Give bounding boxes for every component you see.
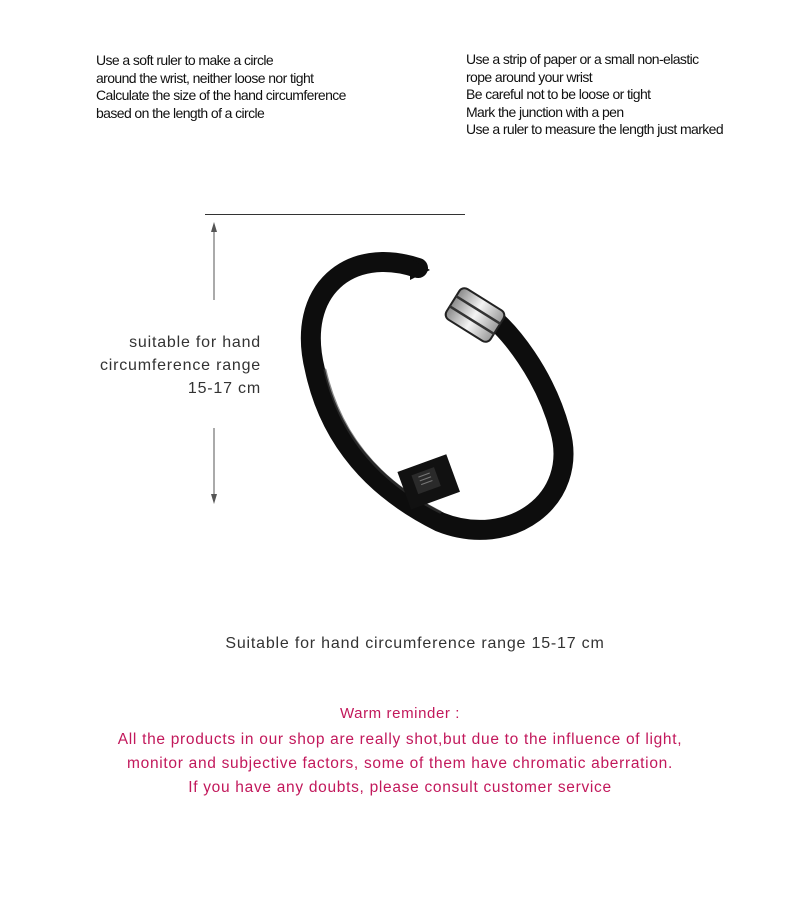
bracelet-image	[290, 250, 590, 590]
reminder-title: Warm reminder :	[339, 705, 461, 722]
wrist-instructions-right	[466, 51, 723, 139]
arrow-up-icon	[208, 222, 220, 300]
instruction-line: around the wrist, neither loose nor tight	[96, 69, 314, 86]
instruction-line: based on the length of a circle	[96, 104, 265, 121]
reminder-body	[0, 728, 800, 800]
size-range-label	[100, 331, 261, 400]
size-caption: Suitable for hand circumference range 15-17 cm	[225, 635, 605, 652]
reminder-line: If you have any doubts, please consult customer service	[188, 779, 612, 796]
reminder-line: monitor and subjective factors, some of them have chromatic aberration.	[127, 755, 673, 772]
instruction-line: Use a strip of paper or a small non-elastic	[466, 51, 699, 67]
measurement-top-line	[205, 214, 465, 215]
instruction-line: Calculate the size of the hand circumference	[96, 87, 346, 103]
size-label-line-3: 15-17 cm	[187, 380, 261, 397]
size-label-line-1: suitable for hand	[129, 334, 261, 351]
warm-reminder	[0, 704, 800, 800]
wrist-instructions-left	[96, 52, 346, 122]
instruction-line: rope around your wrist	[466, 68, 593, 85]
size-label-line-2: circumference range	[99, 357, 261, 374]
instruction-line: Be careful not to be loose or tight	[466, 86, 651, 102]
instruction-line: Mark the junction with a pen	[466, 103, 624, 120]
reminder-line: All the products in our shop are really shot,but due to the influence of light,	[117, 731, 683, 748]
arrow-down-icon	[208, 428, 220, 504]
instruction-line: Use a soft ruler to make a circle	[96, 52, 274, 68]
instruction-line: Use a ruler to measure the length just marked	[466, 121, 724, 137]
